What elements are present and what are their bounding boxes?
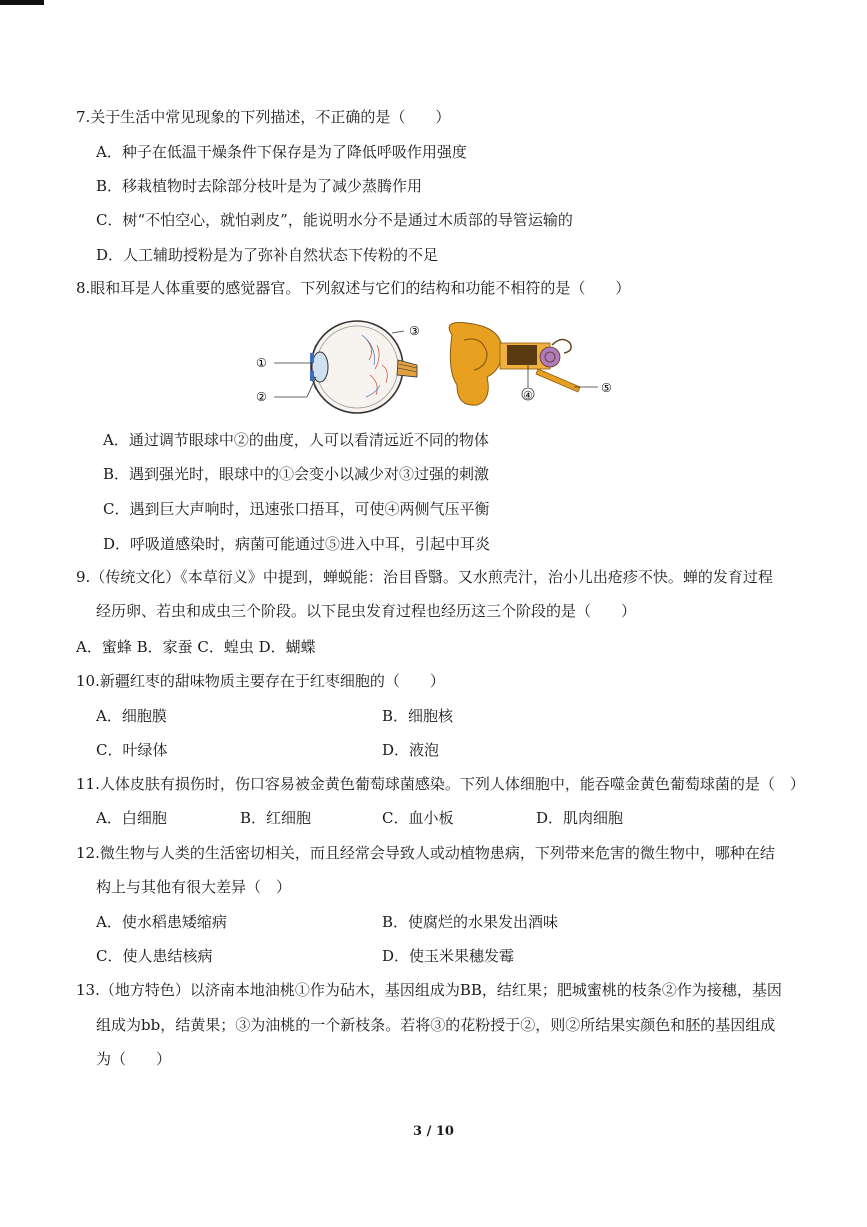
q8-option-b: B．遇到强光时，眼球中的①会变小以减少对③过强的刺激 xyxy=(103,465,490,483)
page-number: 3 / 10 xyxy=(413,1124,454,1139)
q7-option-a: A．种子在低温干燥条件下保存是为了降低呼吸作用强度 xyxy=(96,143,467,161)
scan-corner-mark xyxy=(0,0,44,5)
q12-stem-line1: 12.微生物与人类的生活密切相关，而且经常会导致人或动植物患病，下列带来危害的微生物中，哪种在结 xyxy=(76,844,775,862)
q8-option-a: A．通过调节眼球中②的曲度，人可以看清远近不同的物体 xyxy=(103,431,489,449)
fig-label-4: ④ xyxy=(523,389,533,402)
q11-option-b: B．红细胞 xyxy=(240,809,312,827)
q7-option-c: C．树“不怕空心，就怕剥皮”，能说明水分不是通过木质部的导管运输的 xyxy=(96,211,573,229)
q8-stem: 8.眼和耳是人体重要的感觉器官。下列叙述与它们的结构和功能不相符的是（ ） xyxy=(76,279,631,297)
q11-option-c: C．血小板 xyxy=(382,809,454,827)
q10-option-c: C．叶绿体 xyxy=(96,741,168,759)
fig-label-5: ⑤ xyxy=(601,381,612,395)
q7-option-d: D．人工辅助授粉是为了弥补自然状态下传粉的不足 xyxy=(96,246,439,264)
q12-stem-line2: 构上与其他有很大差异（ ） xyxy=(96,878,292,896)
q12-option-d: D．使玉米果穗发霉 xyxy=(382,947,515,965)
q13-stem-line3: 为（ ） xyxy=(96,1050,172,1068)
q9-options: A．蜜蜂 B．家蚕 C．蝗虫 D．蝴蝶 xyxy=(76,638,316,656)
q9-stem-line2: 经历卵、若虫和成虫三个阶段。以下昆虫发育过程也经历这三个阶段的是（ ） xyxy=(96,602,637,620)
q11-option-d: D．肌肉细胞 xyxy=(536,809,624,827)
q10-option-b: B．细胞核 xyxy=(382,707,454,725)
q8-option-d: D．呼吸道感染时，病菌可能通过⑤进入中耳，引起中耳炎 xyxy=(103,535,491,553)
q8-option-c: C．遇到巨大声响时，迅速张口捂耳，可使④两侧气压平衡 xyxy=(103,500,490,518)
q12-option-b: B．使腐烂的水果发出酒味 xyxy=(382,913,559,931)
q13-stem-line1: 13.（地方特色）以济南本地油桃①作为砧木，基因组成为BB，结红果；肥城蜜桃的枝条②作为接穗，基因 xyxy=(76,981,782,999)
eye-diagram xyxy=(274,321,417,413)
q7-option-b: B．移栽植物时去除部分枝叶是为了减少蒸腾作用 xyxy=(96,177,423,195)
q10-stem: 10.新疆红枣的甜味物质主要存在于红枣细胞的（ ） xyxy=(76,672,445,690)
q11-option-a: A．白细胞 xyxy=(96,809,167,827)
fig-label-3: ③ xyxy=(409,324,420,338)
q12-option-c: C．使人患结核病 xyxy=(96,947,213,965)
q10-option-a: A．细胞膜 xyxy=(96,707,167,725)
q9-stem-line1: 9.（传统文化）《本草衍义》中提到，蝉蜕能：治目昏翳。又水煎壳汁，治小儿出疮疹不快。蝉的发育过程 xyxy=(76,568,773,586)
q13-stem-line2: 组成为bb，结黄果；③为油桃的一个新枝条。若将③的花粉授于②，则②所结果实颜色和胚的基因组成 xyxy=(96,1016,776,1034)
fig-label-1: ① xyxy=(256,356,267,370)
eye-ear-figure xyxy=(252,315,622,415)
q12-option-a: A．使水稻患矮缩病 xyxy=(96,913,227,931)
q11-stem: 11.人体皮肤有损伤时，伤口容易被金黄色葡萄球菌感染。下列人体细胞中，能吞噬金黄色葡萄球菌的是（ ） xyxy=(76,775,805,793)
fig-label-2: ② xyxy=(256,390,267,404)
q7-stem: 7.关于生活中常见现象的下列描述，不正确的是（ ） xyxy=(76,108,451,126)
q10-option-d: D．液泡 xyxy=(382,741,440,759)
